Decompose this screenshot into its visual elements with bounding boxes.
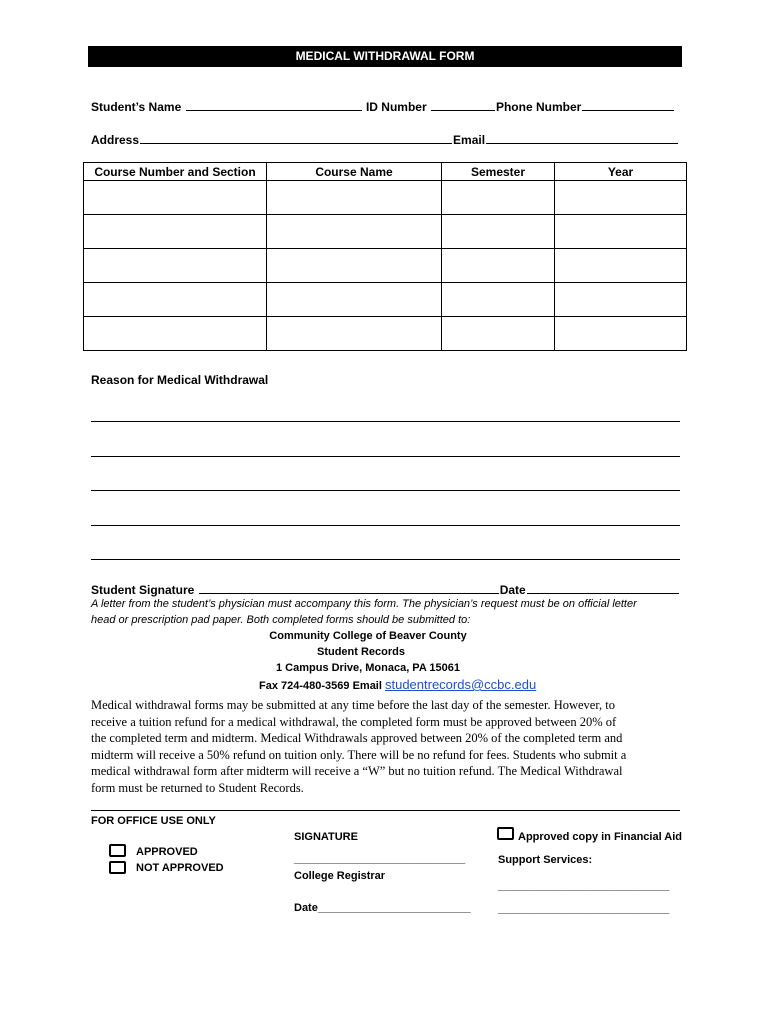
table-row xyxy=(84,215,687,249)
not-approved-checkbox[interactable] xyxy=(109,861,126,874)
table-cell[interactable] xyxy=(267,215,442,249)
table-cell[interactable] xyxy=(555,215,687,249)
signature-row xyxy=(91,581,680,597)
instructions-line-2: head or prescription pad paper. Both completed forms should be submitted to: xyxy=(91,614,471,626)
col-header-semester: Semester xyxy=(442,163,555,181)
student-name-label: Student’s Name xyxy=(91,100,182,114)
id-number-field[interactable] xyxy=(431,98,495,111)
department-name: Student Records xyxy=(316,646,405,658)
financial-aid-checkbox[interactable] xyxy=(497,827,514,840)
signature-label: SIGNATURE xyxy=(294,831,358,843)
address-row xyxy=(91,131,679,147)
table-cell[interactable] xyxy=(267,283,442,317)
name-row xyxy=(91,98,675,114)
office-divider xyxy=(91,810,680,811)
table-cell[interactable] xyxy=(442,249,555,283)
office-date-label: Date xyxy=(294,902,318,914)
fax-email-label: Fax 724-480-3569 Email xyxy=(259,680,382,692)
approved-label: APPROVED xyxy=(136,846,198,858)
student-signature-field[interactable] xyxy=(199,581,499,594)
support-services-line[interactable]: ____________________________ xyxy=(498,903,670,915)
policy-line: medical withdrawal form after midterm will receive a “W” but no tuition refund. The Medical Withdrawal xyxy=(91,764,623,778)
table-row xyxy=(84,283,687,317)
address-label: Address xyxy=(91,133,140,147)
table-cell[interactable] xyxy=(442,283,555,317)
support-services-label: Support Services: xyxy=(498,854,593,866)
reason-line[interactable] xyxy=(91,421,680,422)
table-cell[interactable] xyxy=(555,181,687,215)
table-cell[interactable] xyxy=(84,181,267,215)
table-cell[interactable] xyxy=(84,249,267,283)
office-date-line[interactable]: _________________________ xyxy=(317,902,471,914)
reason-line[interactable] xyxy=(91,490,680,491)
student-name-field[interactable] xyxy=(186,98,362,111)
course-table xyxy=(83,162,687,351)
phone-number-label: Phone Number xyxy=(495,100,582,114)
table-cell[interactable] xyxy=(442,317,555,351)
policy-line: the completed term and midterm. Medical Withdrawals approved between 20% of the completed term and xyxy=(91,731,623,745)
table-cell[interactable] xyxy=(267,317,442,351)
street-address: 1 Campus Drive, Monaca, PA 15061 xyxy=(275,662,461,674)
reason-line[interactable] xyxy=(91,525,680,526)
table-header-row xyxy=(84,163,687,181)
college-name: Community College of Beaver County xyxy=(269,630,467,642)
table-cell[interactable] xyxy=(84,317,267,351)
table-cell[interactable] xyxy=(442,215,555,249)
registrar-label: College Registrar xyxy=(294,870,386,882)
address-field[interactable] xyxy=(140,131,452,144)
table-cell[interactable] xyxy=(267,181,442,215)
approved-checkbox[interactable] xyxy=(109,844,126,857)
col-header-course-name: Course Name xyxy=(267,163,442,181)
table-row xyxy=(84,249,687,283)
table-cell[interactable] xyxy=(267,249,442,283)
instructions-line-1: A letter from the student’s physician must accompany this form. The physician’s request must be on official letter xyxy=(91,598,637,610)
table-cell[interactable] xyxy=(442,181,555,215)
reason-line[interactable] xyxy=(91,456,680,457)
email-link[interactable]: studentrecords@ccbc.edu xyxy=(384,677,537,692)
table-cell[interactable] xyxy=(84,283,267,317)
policy-line: midterm will receive a 50% refund on tuition only. There will be no refund for fees. Students who submit a xyxy=(91,747,627,762)
not-approved-label: NOT APPROVED xyxy=(136,862,224,874)
col-header-course-number: Course Number and Section xyxy=(84,163,267,181)
table-row xyxy=(84,181,687,215)
table-cell[interactable] xyxy=(555,317,687,351)
policy-line: receive a tuition refund for a medical withdrawal, the completed form must be approved between 20% of xyxy=(91,714,617,729)
form-title: MEDICAL WITHDRAWAL FORM xyxy=(88,46,682,67)
support-services-line[interactable]: ____________________________ xyxy=(498,880,670,892)
email-label: Email xyxy=(453,133,486,147)
registrar-signature-line[interactable]: ____________________________ xyxy=(294,853,466,865)
date-field[interactable] xyxy=(527,581,679,594)
policy-line: Medical withdrawal forms may be submitted at any time before the last day of the semester. However, to xyxy=(91,698,615,712)
table-row xyxy=(84,317,687,351)
col-header-year: Year xyxy=(555,163,687,181)
policy-line: form must be returned to Student Records. xyxy=(91,780,304,795)
phone-number-field[interactable] xyxy=(582,98,674,111)
fax-email-row xyxy=(259,677,536,692)
table-cell[interactable] xyxy=(555,283,687,317)
table-cell[interactable] xyxy=(555,249,687,283)
policy-paragraph xyxy=(91,697,626,796)
table-cell[interactable] xyxy=(84,215,267,249)
date-label: Date xyxy=(499,583,526,597)
reason-line[interactable] xyxy=(91,559,680,560)
office-date-row xyxy=(294,902,471,914)
email-field[interactable] xyxy=(486,131,678,144)
financial-aid-label: Approved copy in Financial Aid xyxy=(518,831,683,843)
student-signature-label: Student Signature xyxy=(91,583,195,597)
reason-label: Reason for Medical Withdrawal xyxy=(91,373,269,387)
id-number-label: ID Number xyxy=(365,100,427,114)
office-heading: FOR OFFICE USE ONLY xyxy=(91,815,216,827)
